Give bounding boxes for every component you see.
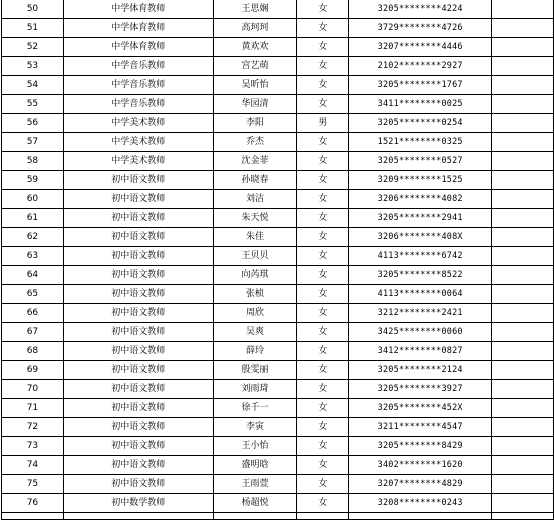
position-cell: 初中语文教师 (63, 475, 213, 494)
gender-cell: 女 (297, 494, 349, 513)
row-number-cell: 61 (2, 209, 64, 228)
name-cell: 朱佳 (213, 228, 297, 247)
position-cell: 中学美术教师 (63, 152, 213, 171)
table-row (2, 0, 554, 19)
row-number-cell: 58 (2, 152, 64, 171)
id-number-cell: 3205********452X (349, 399, 492, 418)
position-cell: 中学体育教师 (63, 38, 213, 57)
id-number-cell: 3729********4726 (349, 19, 492, 38)
table-row (2, 418, 554, 437)
table-row (2, 95, 554, 114)
table-row (2, 171, 554, 190)
id-number-cell: 3402********1620 (349, 456, 492, 475)
gender-cell: 女 (297, 57, 349, 76)
gender-cell: 女 (297, 171, 349, 190)
row-number-cell: 62 (2, 228, 64, 247)
id-number-cell: 3208********0243 (349, 494, 492, 513)
blank-cell (492, 247, 554, 266)
id-number-cell: 3205********0527 (349, 152, 492, 171)
row-number-cell: 68 (2, 342, 64, 361)
table-row (2, 475, 554, 494)
blank-cell (492, 266, 554, 285)
blank-cell (492, 361, 554, 380)
row-number-cell: 73 (2, 437, 64, 456)
row-number-cell: 64 (2, 266, 64, 285)
row-number-cell: 65 (2, 285, 64, 304)
gender-cell: 女 (297, 304, 349, 323)
gender-cell: 女 (297, 228, 349, 247)
table-row (2, 228, 554, 247)
id-number-cell: 3212********2421 (349, 304, 492, 323)
table-row (2, 76, 554, 95)
blank-cell (492, 133, 554, 152)
gender-cell: 女 (297, 38, 349, 57)
position-cell: 中学体育教师 (63, 0, 213, 19)
blank-cell (492, 456, 554, 475)
gender-cell: 女 (297, 399, 349, 418)
name-cell: 朱天悦 (213, 209, 297, 228)
row-number-cell: 57 (2, 133, 64, 152)
id-number-cell: 3207********4829 (349, 475, 492, 494)
table-row (2, 304, 554, 323)
name-cell: 李阳 (213, 114, 297, 133)
blank-cell (492, 399, 554, 418)
gender-cell: 女 (297, 361, 349, 380)
gender-cell: 女 (297, 380, 349, 399)
position-cell: 中学美术教师 (63, 114, 213, 133)
name-cell: 薛玲 (213, 342, 297, 361)
position-cell: 初中数学教师 (63, 494, 213, 513)
row-number-cell: 56 (2, 114, 64, 133)
id-number-cell: 3205********3927 (349, 380, 492, 399)
table-row (2, 437, 554, 456)
table-row (2, 399, 554, 418)
gender-cell: 女 (297, 0, 349, 19)
row-number-cell: 59 (2, 171, 64, 190)
blank-cell (492, 285, 554, 304)
blank-cell (492, 114, 554, 133)
blank-cell (492, 209, 554, 228)
name-cell: 孙晓春 (213, 171, 297, 190)
row-number-cell: 76 (2, 494, 64, 513)
row-number-cell: 55 (2, 95, 64, 114)
blank-cell (492, 0, 554, 19)
position-cell: 初中语文教师 (63, 380, 213, 399)
id-number-cell: 4113********0064 (349, 285, 492, 304)
row-number-cell: 54 (2, 76, 64, 95)
id-number-cell: 3425********0060 (349, 323, 492, 342)
id-number-cell: 4113********6742 (349, 247, 492, 266)
position-cell: 初中语文教师 (63, 285, 213, 304)
name-cell: 吴昕怡 (213, 76, 297, 95)
position-cell: 初中语文教师 (63, 399, 213, 418)
name-cell: 沈金菲 (213, 152, 297, 171)
position-cell: 初中语文教师 (63, 456, 213, 475)
blank-cell (492, 171, 554, 190)
position-cell: 初中语文教师 (63, 209, 213, 228)
row-number-cell: 50 (2, 0, 64, 19)
name-cell: 乔杰 (213, 133, 297, 152)
row-number-cell: 75 (2, 475, 64, 494)
blank-cell (492, 342, 554, 361)
blank-cell (492, 323, 554, 342)
blank-cell (492, 57, 554, 76)
id-number-cell: 3205********0254 (349, 114, 492, 133)
row-number-cell: 52 (2, 38, 64, 57)
position-cell: 初中语文教师 (63, 247, 213, 266)
table-row (2, 38, 554, 57)
blank-cell (492, 304, 554, 323)
row-number-cell: 67 (2, 323, 64, 342)
table-row (2, 285, 554, 304)
position-cell: 中学音乐教师 (63, 57, 213, 76)
position-cell: 初中语文教师 (63, 361, 213, 380)
name-cell: 刘洁 (213, 190, 297, 209)
blank-cell (492, 19, 554, 38)
id-number-cell: 3205********2941 (349, 209, 492, 228)
table-row (2, 57, 554, 76)
table-row (2, 133, 554, 152)
name-cell: 黄欢欢 (213, 38, 297, 57)
name-cell: 张桢 (213, 285, 297, 304)
row-number-cell: 74 (2, 456, 64, 475)
blank-cell (492, 418, 554, 437)
name-cell: 王思娴 (213, 0, 297, 19)
name-cell: 徐千一 (213, 399, 297, 418)
blank-cell (492, 494, 554, 513)
id-number-cell: 3412********0827 (349, 342, 492, 361)
name-cell: 华园清 (213, 95, 297, 114)
id-number-cell: 3411********0025 (349, 95, 492, 114)
gender-cell: 女 (297, 247, 349, 266)
name-cell: 周欣 (213, 304, 297, 323)
gender-cell: 女 (297, 285, 349, 304)
position-cell: 初中语文教师 (63, 304, 213, 323)
row-number-cell: 51 (2, 19, 64, 38)
id-number-cell: 3205********2124 (349, 361, 492, 380)
table-row (2, 190, 554, 209)
candidate-table (1, 0, 554, 520)
position-cell: 初中语文教师 (63, 190, 213, 209)
gender-cell: 女 (297, 76, 349, 95)
row-number-cell: 53 (2, 57, 64, 76)
gender-cell: 女 (297, 475, 349, 494)
gender-cell: 男 (297, 114, 349, 133)
position-cell: 初中语文教师 (63, 323, 213, 342)
id-number-cell: 3206********4082 (349, 190, 492, 209)
row-number-cell: 69 (2, 361, 64, 380)
gender-cell: 女 (297, 266, 349, 285)
name-cell: 杨超悦 (213, 494, 297, 513)
name-cell: 刘雨琦 (213, 380, 297, 399)
table-row (2, 152, 554, 171)
gender-cell: 女 (297, 152, 349, 171)
id-number-cell: 3205********8522 (349, 266, 492, 285)
position-cell: 中学音乐教师 (63, 95, 213, 114)
table-row (2, 361, 554, 380)
table-row (2, 342, 554, 361)
position-cell: 中学体育教师 (63, 19, 213, 38)
name-cell: 王贝贝 (213, 247, 297, 266)
row-number-cell: 66 (2, 304, 64, 323)
name-cell: 宫艺萌 (213, 57, 297, 76)
table-row (2, 323, 554, 342)
position-cell: 初中语文教师 (63, 266, 213, 285)
row-number-cell: 60 (2, 190, 64, 209)
blank-cell (492, 228, 554, 247)
gender-cell: 女 (297, 190, 349, 209)
position-cell: 中学美术教师 (63, 133, 213, 152)
name-cell: 高珂珂 (213, 19, 297, 38)
gender-cell: 女 (297, 323, 349, 342)
blank-cell (492, 380, 554, 399)
name-cell: 吴爽 (213, 323, 297, 342)
name-cell: 李寅 (213, 418, 297, 437)
position-cell: 初中语文教师 (63, 418, 213, 437)
table-row (2, 380, 554, 399)
name-cell: 向芮琪 (213, 266, 297, 285)
blank-cell (492, 38, 554, 57)
gender-cell: 女 (297, 418, 349, 437)
id-number-cell: 3206********408X (349, 228, 492, 247)
blank-cell (492, 475, 554, 494)
id-number-cell: 3209********1525 (349, 171, 492, 190)
gender-cell: 女 (297, 133, 349, 152)
id-number-cell: 3205********8429 (349, 437, 492, 456)
blank-cell (492, 190, 554, 209)
gender-cell: 女 (297, 209, 349, 228)
table-body (2, 0, 554, 520)
blank-cell (492, 437, 554, 456)
name-cell: 殷雯丽 (213, 361, 297, 380)
name-cell: 王小怡 (213, 437, 297, 456)
blank-cell (492, 95, 554, 114)
position-cell: 中学音乐教师 (63, 76, 213, 95)
id-number-cell: 2102********2927 (349, 57, 492, 76)
name-cell: 盛明晗 (213, 456, 297, 475)
table-row (2, 456, 554, 475)
position-cell: 初中语文教师 (63, 342, 213, 361)
id-number-cell: 1521********0325 (349, 133, 492, 152)
row-number-cell: 72 (2, 418, 64, 437)
table-row (2, 494, 554, 513)
table-row (2, 209, 554, 228)
position-cell: 初中语文教师 (63, 228, 213, 247)
table-row (2, 247, 554, 266)
position-cell: 初中语文教师 (63, 171, 213, 190)
row-number-cell: 63 (2, 247, 64, 266)
row-number-cell: 70 (2, 380, 64, 399)
id-number-cell: 3207********4446 (349, 38, 492, 57)
id-number-cell: 3205********1767 (349, 76, 492, 95)
id-number-cell: 3211********4547 (349, 418, 492, 437)
gender-cell: 女 (297, 95, 349, 114)
blank-cell (492, 152, 554, 171)
name-cell: 王雨萱 (213, 475, 297, 494)
gender-cell: 女 (297, 456, 349, 475)
gender-cell: 女 (297, 19, 349, 38)
blank-cell (492, 76, 554, 95)
gender-cell: 女 (297, 342, 349, 361)
table-row (2, 266, 554, 285)
position-cell: 初中语文教师 (63, 437, 213, 456)
gender-cell: 女 (297, 437, 349, 456)
row-number-cell: 71 (2, 399, 64, 418)
table-row (2, 19, 554, 38)
table-row (2, 114, 554, 133)
id-number-cell: 3205********4224 (349, 0, 492, 19)
